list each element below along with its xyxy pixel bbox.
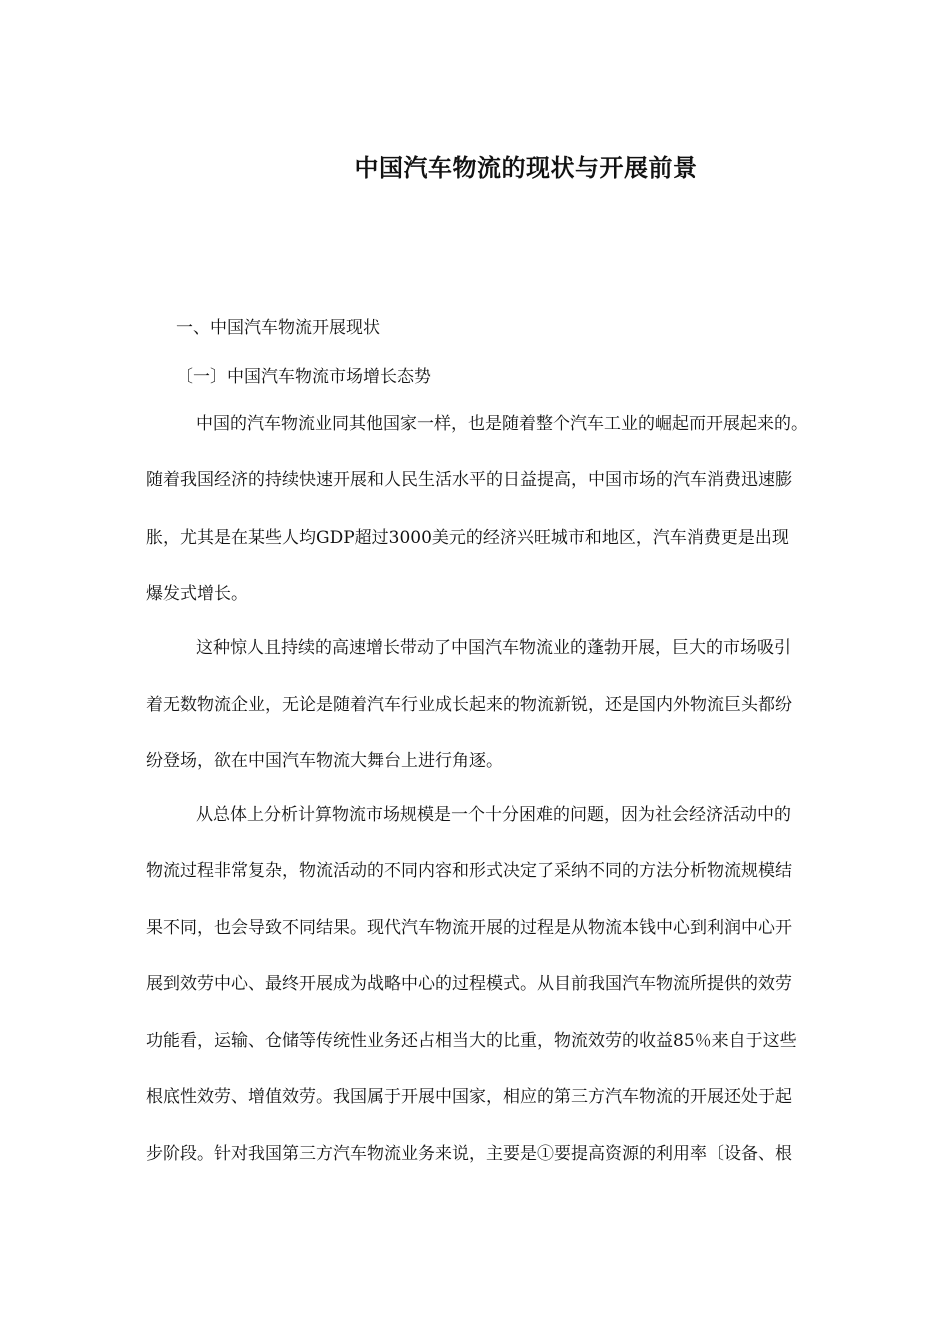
paragraph-2-line-1: 这种惊人且持续的高速增长带动了中国汽车物流业的蓬勃开展，巨大的市场吸引: [196, 638, 791, 658]
paragraph-3-line-6: 根底性效劳、增值效劳。我国属于开展中国家，相应的第三方汽车物流的开展还处于起: [146, 1087, 792, 1107]
paragraph-3-line-7: 步阶段。针对我国第三方汽车物流业务来说，主要是①要提高资源的利用率〔设备、根: [146, 1144, 792, 1164]
paragraph-1-line-1: 中国的汽车物流业同其他国家一样，也是随着整个汽车工业的崛起而开展起来的。: [196, 414, 808, 434]
paragraph-3-line-2: 物流过程非常复杂，物流活动的不同内容和形式决定了采纳不同的方法分析物流规模结: [146, 861, 792, 881]
paragraph-1-line-2: 随着我国经济的持续快速开展和人民生活水平的日益提高，中国市场的汽车消费迅速膨: [146, 470, 792, 490]
section-heading: 一、中国汽车物流开展现状: [176, 318, 380, 338]
paragraph-2-line-3: 纷登场，欲在中国汽车物流大舞台上进行角逐。: [146, 751, 503, 771]
subsection-heading: 〔一〕中国汽车物流市场增长态势: [176, 367, 431, 387]
paragraph-2-line-2: 着无数物流企业，无论是随着汽车行业成长起来的物流新锐，还是国内外物流巨头都纷: [146, 695, 792, 715]
paragraph-3-line-5: 功能看，运输、仓储等传统性业务还占相当大的比重，物流效劳的收益85％来自于这些: [146, 1031, 797, 1051]
paragraph-3-line-1: 从总体上分析计算物流市场规模是一个十分困难的问题，因为社会经济活动中的: [196, 805, 791, 825]
paragraph-3-line-4: 展到效劳中心、最终开展成为战略中心的过程模式。从目前我国汽车物流所提供的效劳: [146, 974, 792, 994]
paragraph-3-line-3: 果不同，也会导致不同结果。现代汽车物流开展的过程是从物流本钱中心到利润中心开: [146, 918, 792, 938]
document-title: 中国汽车物流的现状与开展前景: [354, 153, 698, 182]
paragraph-1-line-3: 胀，尤其是在某些人均GDP超过3000美元的经济兴旺城市和地区，汽车消费更是出现: [146, 528, 789, 548]
paragraph-1-line-4: 爆发式增长。: [146, 584, 248, 604]
